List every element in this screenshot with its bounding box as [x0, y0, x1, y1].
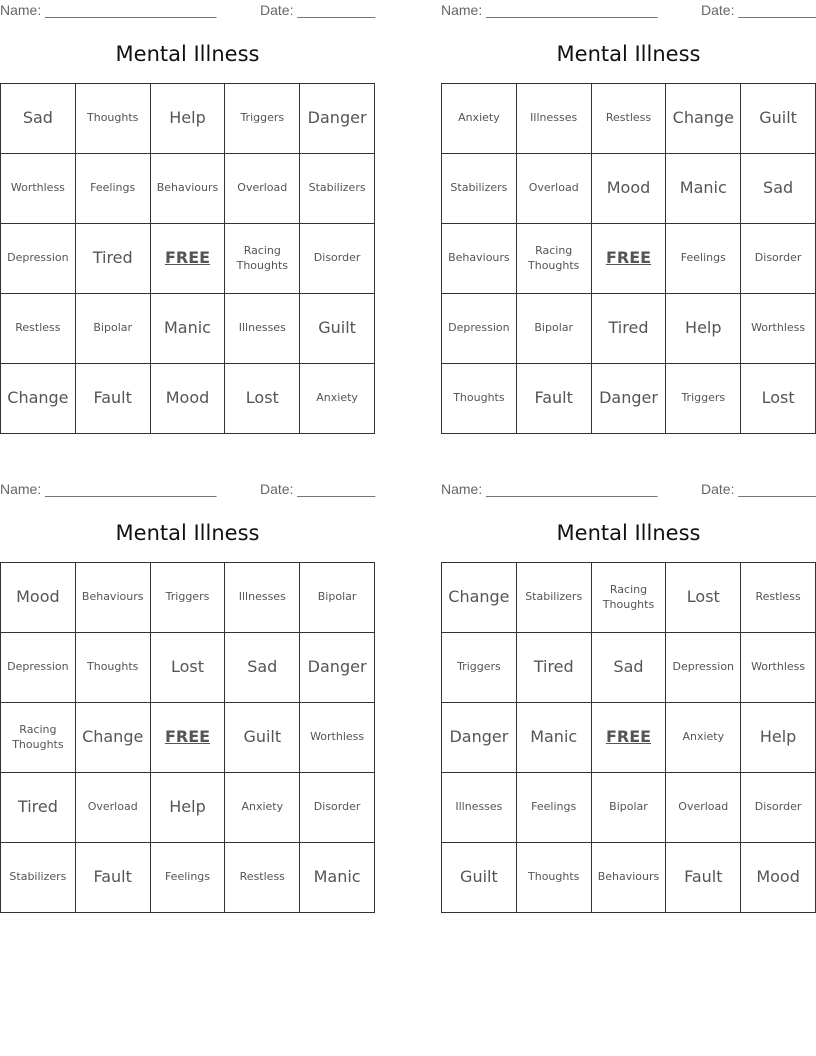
bingo-cell[interactable]: Guilt [442, 843, 517, 913]
bingo-cell[interactable]: Lost [225, 364, 300, 434]
bingo-cell[interactable]: Feelings [151, 843, 226, 913]
bingo-cell[interactable]: Sad [741, 154, 816, 224]
bingo-cell[interactable]: Help [741, 703, 816, 773]
bingo-cell[interactable]: Behaviours [151, 154, 226, 224]
card-title: Mental Illness [556, 521, 701, 545]
free-space-cell[interactable]: FREE [151, 224, 226, 294]
bingo-cell[interactable]: Sad [1, 84, 76, 154]
bingo-cell[interactable]: Disorder [300, 224, 375, 294]
bingo-cell[interactable]: Lost [666, 563, 741, 633]
bingo-cell[interactable]: Manic [300, 843, 375, 913]
bingo-cell[interactable]: Stabilizers [300, 154, 375, 224]
bingo-grid [441, 562, 816, 913]
date-field[interactable]: Date: __________ [701, 481, 816, 497]
bingo-cell[interactable]: Mood [1, 563, 76, 633]
bingo-cell[interactable]: Depression [1, 633, 76, 703]
bingo-cell[interactable]: Manic [151, 294, 226, 364]
bingo-cell[interactable]: Thoughts [76, 633, 151, 703]
bingo-cell[interactable]: Worthless [741, 633, 816, 703]
bingo-cell[interactable]: Bipolar [517, 294, 592, 364]
bingo-cell[interactable]: Lost [741, 364, 816, 434]
bingo-cell[interactable]: Worthless [741, 294, 816, 364]
bingo-cell[interactable]: Disorder [741, 224, 816, 294]
bingo-cell[interactable]: Triggers [442, 633, 517, 703]
bingo-cell[interactable]: Disorder [300, 773, 375, 843]
bingo-cell[interactable]: Feelings [666, 224, 741, 294]
name-field[interactable]: Name: ______________________ [441, 481, 658, 497]
bingo-cell[interactable]: Tired [76, 224, 151, 294]
card-header [441, 481, 816, 499]
card-title: Mental Illness [115, 521, 260, 545]
bingo-cell[interactable]: Depression [1, 224, 76, 294]
bingo-cell[interactable]: Anxiety [225, 773, 300, 843]
card-title: Mental Illness [115, 42, 260, 66]
bingo-cell[interactable]: Anxiety [666, 703, 741, 773]
bingo-cell[interactable]: Fault [76, 364, 151, 434]
bingo-cell[interactable]: Mood [592, 154, 667, 224]
name-field[interactable]: Name: ______________________ [0, 2, 217, 18]
bingo-cell[interactable]: Sad [225, 633, 300, 703]
bingo-cell[interactable]: Manic [517, 703, 592, 773]
bingo-cell[interactable]: Guilt [225, 703, 300, 773]
bingo-cell[interactable]: Restless [225, 843, 300, 913]
bingo-cell[interactable]: Danger [592, 364, 667, 434]
bingo-card [441, 0, 816, 435]
bingo-cell[interactable]: Triggers [225, 84, 300, 154]
bingo-cell[interactable]: Triggers [151, 563, 226, 633]
date-field[interactable]: Date: __________ [260, 481, 376, 497]
name-field[interactable]: Name: ______________________ [0, 481, 217, 497]
bingo-cell[interactable]: Restless [592, 84, 667, 154]
bingo-cell[interactable]: Behaviours [76, 563, 151, 633]
bingo-cell[interactable]: Worthless [300, 703, 375, 773]
bingo-cell[interactable]: Illnesses [225, 563, 300, 633]
bingo-cell[interactable]: Racing Thoughts [225, 224, 300, 294]
bingo-cell[interactable]: Bipolar [76, 294, 151, 364]
bingo-cell[interactable]: Danger [300, 633, 375, 703]
bingo-cell[interactable]: Depression [442, 294, 517, 364]
bingo-cell[interactable]: Illnesses [517, 84, 592, 154]
date-field[interactable]: Date: __________ [701, 2, 816, 18]
bingo-cell[interactable]: Depression [666, 633, 741, 703]
bingo-cell[interactable]: Change [442, 563, 517, 633]
bingo-cell[interactable]: Behaviours [592, 843, 667, 913]
bingo-cell[interactable]: Stabilizers [442, 154, 517, 224]
bingo-cell[interactable]: Help [151, 773, 226, 843]
bingo-cell[interactable]: Illnesses [225, 294, 300, 364]
bingo-cell[interactable]: Overload [225, 154, 300, 224]
bingo-cell[interactable]: Racing Thoughts [517, 224, 592, 294]
bingo-cell[interactable]: Fault [666, 843, 741, 913]
bingo-cell[interactable]: Stabilizers [517, 563, 592, 633]
bingo-cell[interactable]: Help [666, 294, 741, 364]
bingo-cell[interactable]: Restless [741, 563, 816, 633]
bingo-grid [0, 562, 375, 913]
bingo-grid [0, 83, 375, 434]
bingo-cell[interactable]: Overload [517, 154, 592, 224]
bingo-cell[interactable]: Anxiety [442, 84, 517, 154]
free-space-cell[interactable]: FREE [151, 703, 226, 773]
bingo-cell[interactable]: Stabilizers [1, 843, 76, 913]
card-header [0, 481, 375, 499]
bingo-cell[interactable]: Tired [1, 773, 76, 843]
bingo-cell[interactable]: Danger [300, 84, 375, 154]
name-field[interactable]: Name: ______________________ [441, 2, 658, 18]
bingo-cell[interactable]: Triggers [666, 364, 741, 434]
bingo-cell[interactable]: Restless [1, 294, 76, 364]
card-header [0, 2, 375, 20]
bingo-grid [441, 83, 816, 434]
bingo-cell[interactable]: Help [151, 84, 226, 154]
bingo-cell[interactable]: Change [666, 84, 741, 154]
card-header [441, 2, 816, 20]
bingo-cell[interactable]: Change [76, 703, 151, 773]
bingo-cell[interactable]: Disorder [741, 773, 816, 843]
bingo-cell[interactable]: Mood [151, 364, 226, 434]
bingo-card [0, 479, 375, 914]
bingo-cell[interactable]: Feelings [76, 154, 151, 224]
date-field[interactable]: Date: __________ [260, 2, 376, 18]
bingo-cell[interactable]: Illnesses [442, 773, 517, 843]
bingo-cell[interactable]: Bipolar [592, 773, 667, 843]
bingo-cell[interactable]: Manic [666, 154, 741, 224]
bingo-cell[interactable]: Tired [517, 633, 592, 703]
bingo-cell[interactable]: Tired [592, 294, 667, 364]
bingo-cell[interactable]: Overload [76, 773, 151, 843]
bingo-cell[interactable]: Lost [151, 633, 226, 703]
bingo-cell[interactable]: Sad [592, 633, 667, 703]
bingo-cell[interactable]: Feelings [517, 773, 592, 843]
bingo-cell[interactable]: Guilt [741, 84, 816, 154]
bingo-cell[interactable]: Bipolar [300, 563, 375, 633]
bingo-cell[interactable]: Worthless [1, 154, 76, 224]
bingo-card [441, 479, 816, 914]
free-space-cell[interactable]: FREE [592, 703, 667, 773]
bingo-cell[interactable]: Guilt [300, 294, 375, 364]
bingo-cell[interactable]: Anxiety [300, 364, 375, 434]
bingo-cell[interactable]: Danger [442, 703, 517, 773]
bingo-card [0, 0, 375, 435]
bingo-cell[interactable]: Thoughts [442, 364, 517, 434]
bingo-cell[interactable]: Thoughts [517, 843, 592, 913]
bingo-cell[interactable]: Behaviours [442, 224, 517, 294]
bingo-cell[interactable]: Mood [741, 843, 816, 913]
bingo-cell[interactable]: Change [1, 364, 76, 434]
free-space-cell[interactable]: FREE [592, 224, 667, 294]
bingo-cell[interactable]: Fault [517, 364, 592, 434]
bingo-cell[interactable]: Thoughts [76, 84, 151, 154]
bingo-cell[interactable]: Racing Thoughts [592, 563, 667, 633]
card-title: Mental Illness [556, 42, 701, 66]
bingo-cell[interactable]: Racing Thoughts [1, 703, 76, 773]
bingo-cell[interactable]: Fault [76, 843, 151, 913]
bingo-cell[interactable]: Overload [666, 773, 741, 843]
